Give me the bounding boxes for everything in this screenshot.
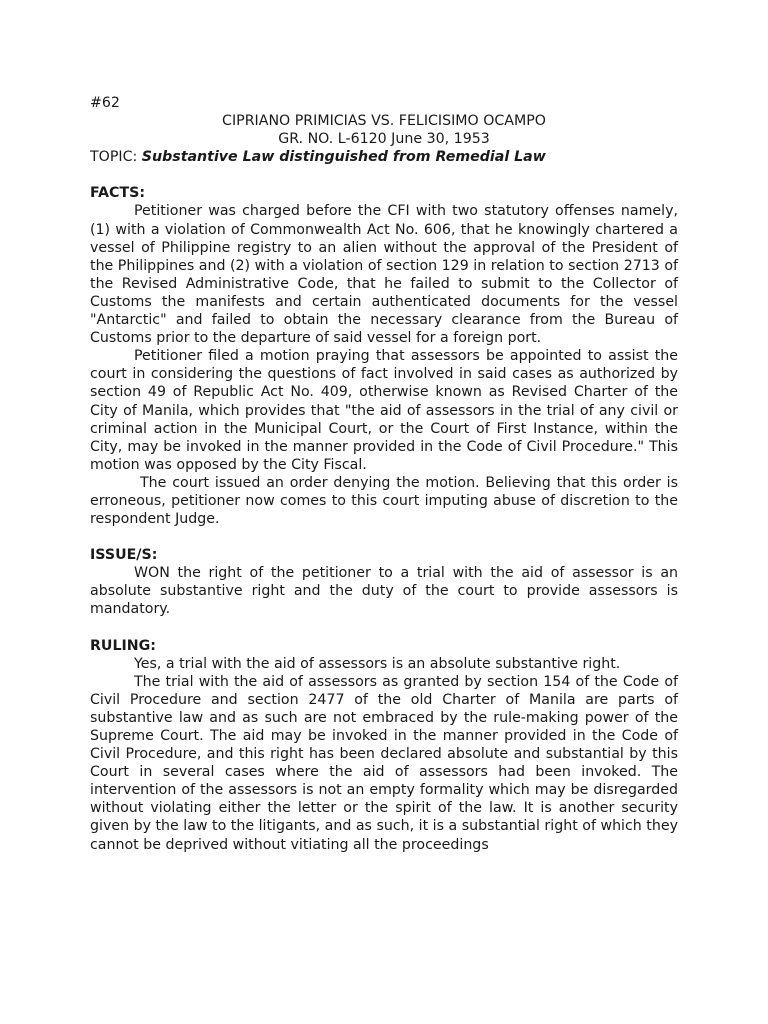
- facts-paragraph: The court issued an order denying the motion. Believing that this order is erroneous, petitioner now comes to this court imputing abuse of discretion to the respondent Judge.: [90, 474, 678, 528]
- ruling-paragraph: Yes, a trial with the aid of assessors is an absolute substantive right.: [134, 655, 621, 672]
- case-number: #62: [90, 95, 120, 111]
- ruling-heading: RULING:: [90, 637, 156, 654]
- facts-paragraph: Petitioner was charged before the CFI with two statutory offenses namely, (1) with a violation of Commonwealth Act No. 606, that he knowingly chartered a vessel of Philippine registry to an alien without the approval of the President of the Philippines and (2) with a violation of section 129 in relation to section 2713 of the Revised Administrative Code, that he failed to submit to the Collector of Customs the manifests and certain authenticated documents for the vessel "Antarctic" and failed to obtain the necessary clearance from the Bureau of Customs prior to the departure of said vessel for a foreign port.: [90, 203, 678, 347]
- gr-number-line: GR. NO. L-6120 June 30, 1953: [278, 131, 490, 148]
- topic-label: TOPIC:: [90, 149, 138, 166]
- case-title: CIPRIANO PRIMICIAS VS. FELICISIMO OCAMPO: [222, 113, 546, 130]
- document-page: [90, 94, 678, 854]
- issue-paragraph: WON the right of the petitioner to a trial with the aid of assessor is an absolute substantive right and the duty of the court to provide assessors is mandatory.: [90, 565, 678, 618]
- topic-line: [90, 148, 678, 166]
- facts-paragraph: Petitioner filed a motion praying that assessors be appointed to assist the court in considering the questions of fact involved in said cases as authorized by section 49 of Republic Act No. 409, otherwise known as Revised Charter of the City of Manila, which provides that "the aid of assessors in the trial of any civil or criminal action in the Municipal Court, or the Court of First Instance, within the City, may be invoked in the manner provided in the Code of Civil Procedure." This motion was opposed by the City Fiscal.: [90, 348, 678, 473]
- issues-heading: ISSUE/S:: [90, 547, 158, 564]
- facts-heading: FACTS:: [90, 185, 146, 202]
- topic-text: Substantive Law distinguished from Remedial Law: [141, 149, 546, 166]
- ruling-paragraph: The trial with the aid of assessors as granted by section 154 of the Code of Civil Procedure and section 2477 of the old Charter of Manila are parts of substantive law and as such are not embraced by the rule-making power of the Supreme Court. The aid may be invoked in the manner provided in the Code of Civil Procedure, and this right has been declared absolute and substantial by this Court in several cases where the aid of assessors had been invoked. The intervention of the assessors is not an empty formality which may be disregarded without violating either the letter or the spirit of the law. It is another security given by the law to the litigants, and as such, it is a substantial right of which they cannot be deprived without vitiating all the proceedings: [90, 673, 678, 853]
